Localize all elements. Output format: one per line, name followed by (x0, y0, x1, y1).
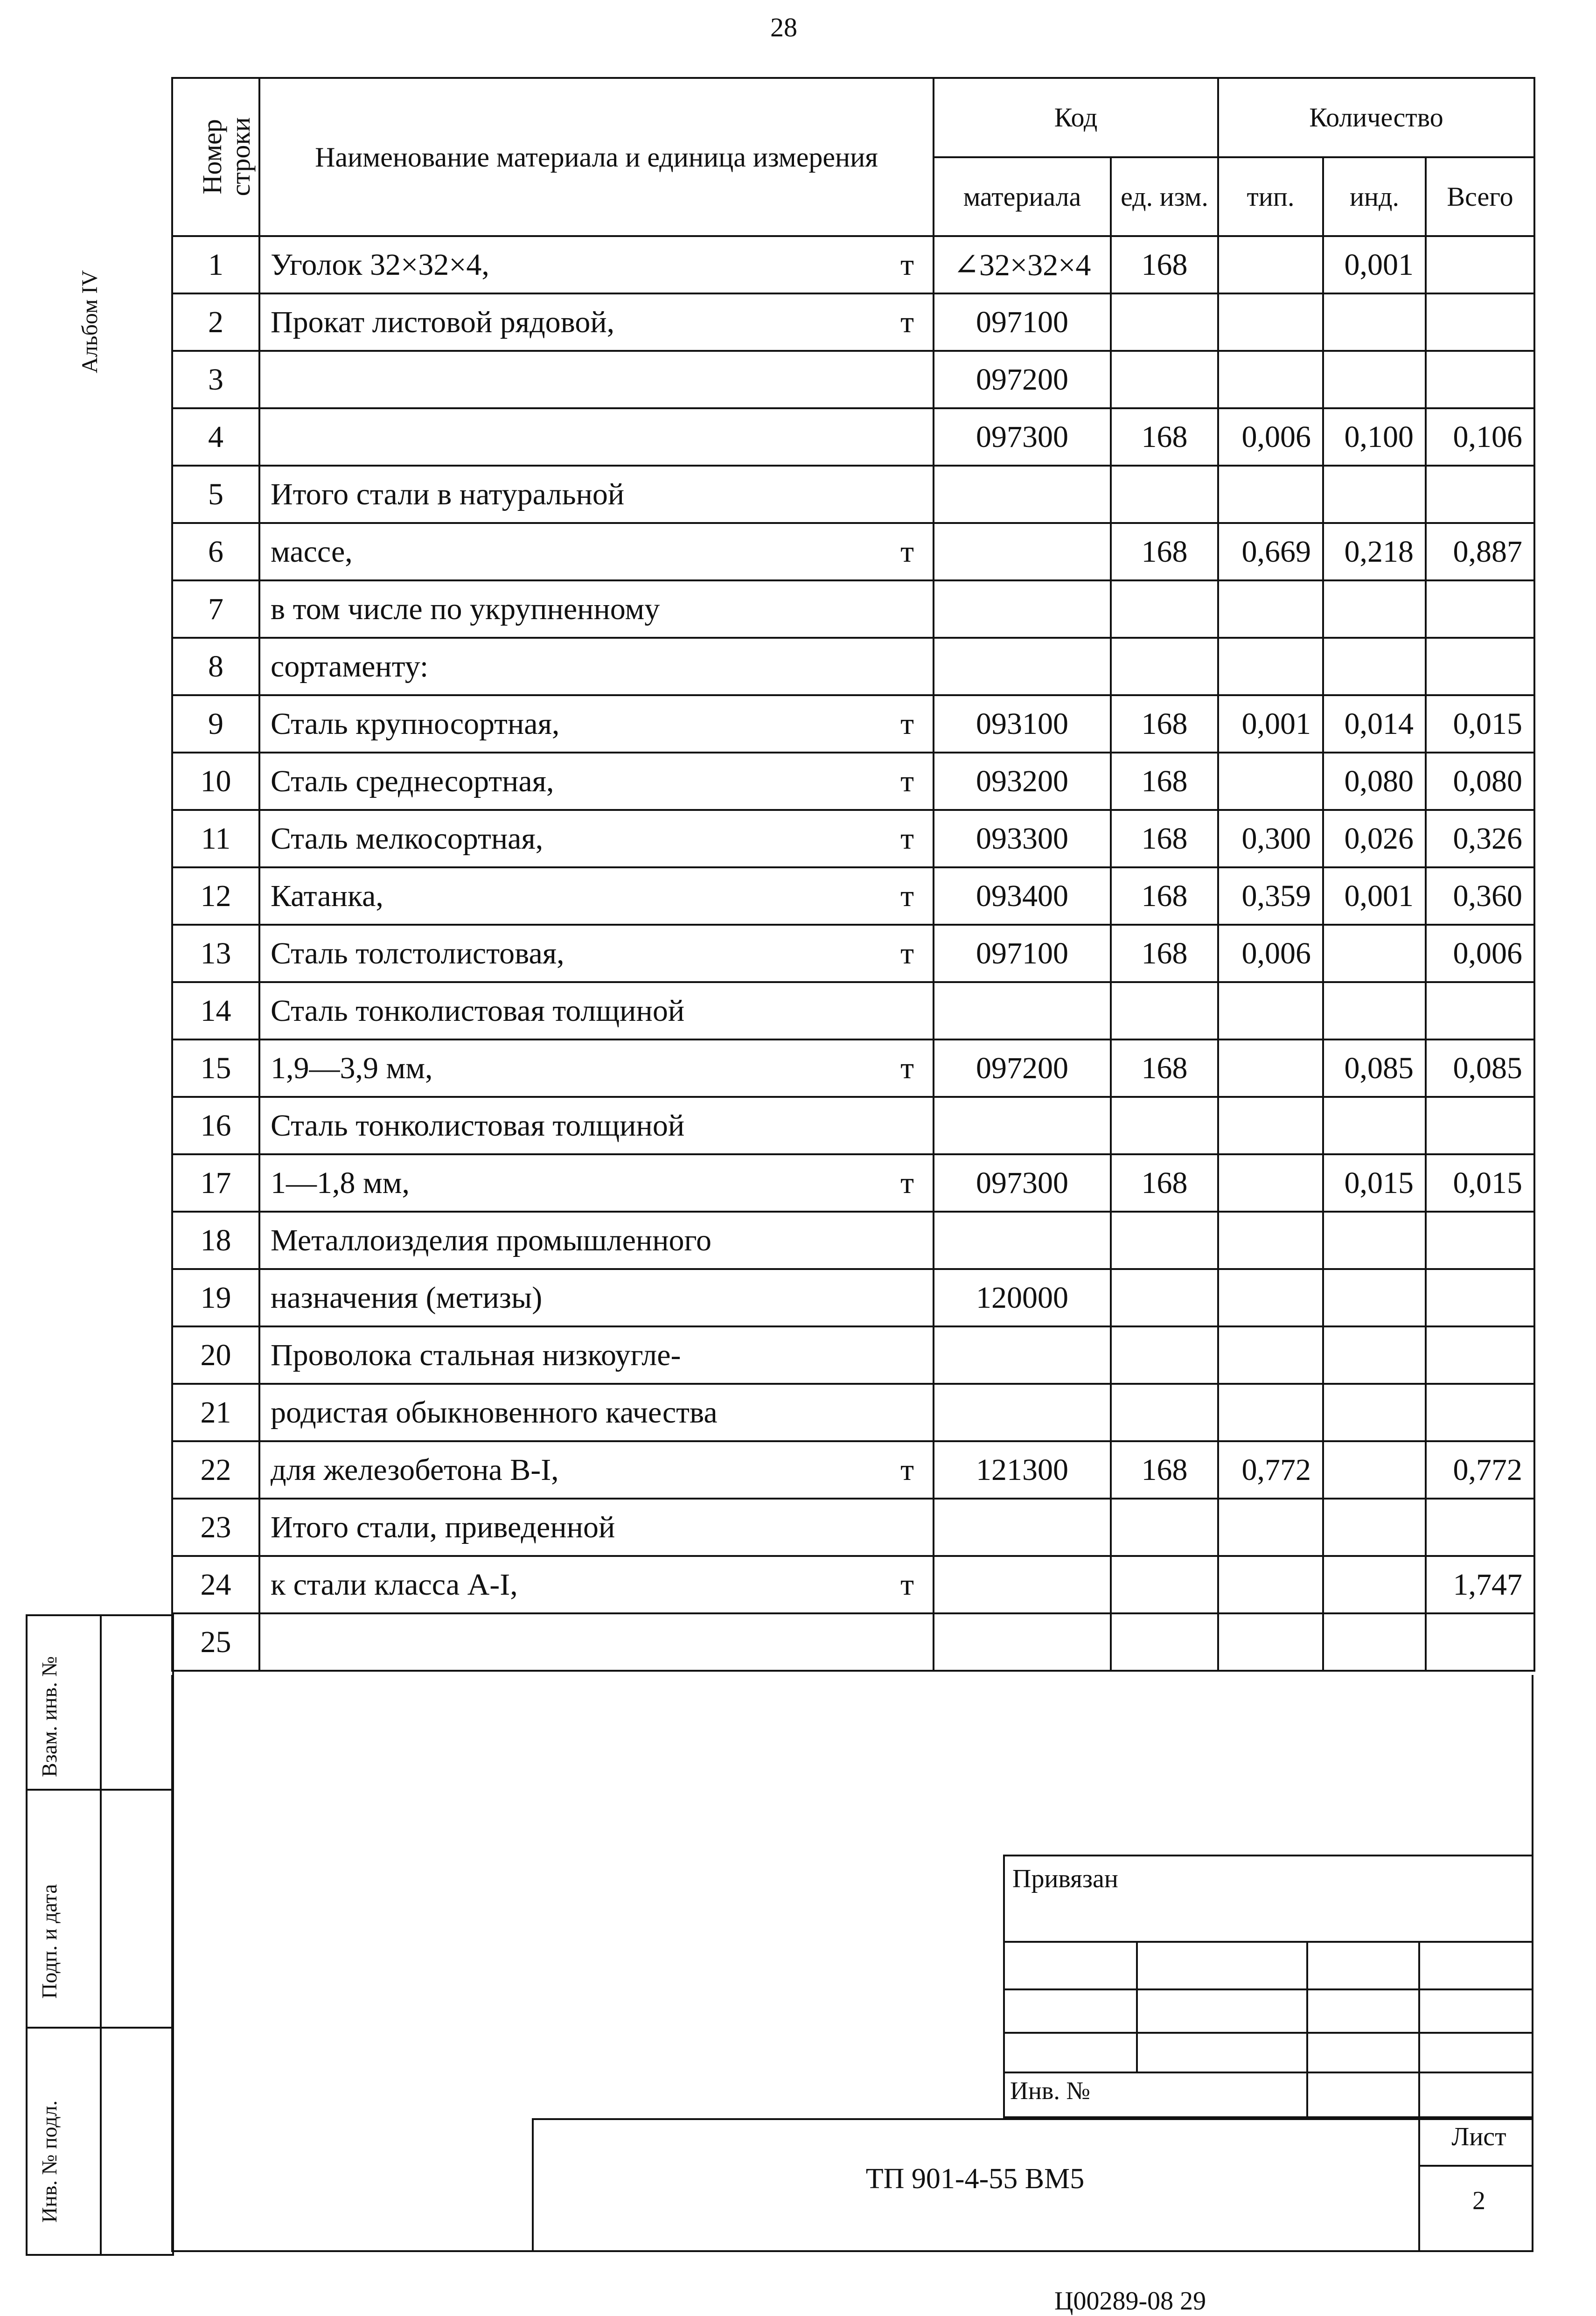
table-row (172, 753, 1534, 810)
table-row (172, 1269, 1534, 1326)
row-q-ind: 0,080 (1323, 753, 1426, 810)
row-code-unit: 168 (1111, 925, 1218, 982)
row-code-material: 097100 (934, 925, 1111, 982)
row-code-unit: 168 (1111, 1039, 1218, 1097)
page-number: 28 (770, 12, 797, 42)
row-q-ind (1323, 1499, 1426, 1556)
row-q-total (1426, 1613, 1534, 1671)
table-row (172, 523, 1534, 580)
header-q-ind: инд. (1323, 157, 1426, 237)
row-q-ind (1323, 638, 1426, 695)
table-row (172, 1039, 1534, 1097)
table-row (172, 1154, 1534, 1212)
row-number: 14 (172, 982, 259, 1039)
row-code-material: 097100 (934, 293, 1111, 351)
row-number: 5 (172, 466, 259, 523)
header-code: Код (934, 78, 1218, 157)
row-q-total: 0,326 (1426, 810, 1534, 867)
row-code-unit: 168 (1111, 408, 1218, 466)
row-q-ind (1323, 1613, 1426, 1671)
row-unit: т (900, 305, 914, 339)
row-q-ind (1323, 1384, 1426, 1441)
row-name-text: к стали класса А-I, (271, 1567, 518, 1602)
header-code-unit: ед. изм. (1111, 157, 1218, 237)
row-name (259, 810, 934, 867)
row-name-text: назначения (метизы) (271, 1280, 543, 1315)
row-name-text: Сталь среднесортная, (271, 764, 554, 798)
row-q-total (1426, 351, 1534, 408)
row-code-material: 121300 (934, 1441, 1111, 1499)
row-name (259, 293, 934, 351)
row-q-ind (1323, 925, 1426, 982)
row-code-material (934, 1556, 1111, 1613)
row-q-total (1426, 293, 1534, 351)
row-number: 17 (172, 1154, 259, 1212)
row-code-material (934, 1326, 1111, 1384)
row-unit: т (900, 534, 914, 569)
row-code-material: 097200 (934, 1039, 1111, 1097)
row-unit: т (900, 247, 914, 282)
row-q-ind: 0,014 (1323, 695, 1426, 753)
row-code-unit (1111, 1613, 1218, 1671)
table-row (172, 638, 1534, 695)
row-q-typ: 0,006 (1218, 408, 1323, 466)
table-row (172, 867, 1534, 925)
row-code-unit (1111, 580, 1218, 638)
row-name (259, 1384, 934, 1441)
row-q-total: 0,015 (1426, 1154, 1534, 1212)
row-q-typ: 0,001 (1218, 695, 1323, 753)
row-name (259, 867, 934, 925)
row-code-unit: 168 (1111, 753, 1218, 810)
row-name-text: Металлоизделия промышленного (271, 1223, 711, 1257)
row-number: 18 (172, 1212, 259, 1269)
row-code-unit: 168 (1111, 1154, 1218, 1212)
row-q-total: 0,106 (1426, 408, 1534, 466)
row-number: 15 (172, 1039, 259, 1097)
row-name (259, 523, 934, 580)
privyazan-label: Привязан (1012, 1864, 1118, 1893)
row-q-ind (1323, 466, 1426, 523)
row-q-total (1426, 580, 1534, 638)
stamp-column (26, 1614, 174, 2256)
row-name-text: Сталь тонколистовая толщиной (271, 993, 685, 1028)
row-code-unit (1111, 1499, 1218, 1556)
row-number: 10 (172, 753, 259, 810)
row-name-text: сортаменту: (271, 649, 429, 684)
row-number: 21 (172, 1384, 259, 1441)
row-q-total (1426, 1326, 1534, 1384)
row-q-typ (1218, 1613, 1323, 1671)
header-q-typ: тип. (1218, 157, 1323, 237)
table-row (172, 293, 1534, 351)
row-q-typ (1218, 1326, 1323, 1384)
row-q-ind: 0,218 (1323, 523, 1426, 580)
row-q-ind: 0,015 (1323, 1154, 1426, 1212)
row-code-unit: 168 (1111, 236, 1218, 293)
header-row-no: Номер строки (172, 78, 259, 236)
row-q-ind: 0,085 (1323, 1039, 1426, 1097)
row-code-material (934, 1499, 1111, 1556)
row-code-material: 093400 (934, 867, 1111, 925)
row-q-ind (1323, 982, 1426, 1039)
row-number: 9 (172, 695, 259, 753)
row-q-typ: 0,669 (1218, 523, 1323, 580)
document-code: ТП 901-4-55 ВМ5 (865, 2163, 1085, 2195)
row-name (259, 236, 934, 293)
row-q-typ: 0,772 (1218, 1441, 1323, 1499)
table-row (172, 466, 1534, 523)
row-q-typ (1218, 580, 1323, 638)
table-row (172, 408, 1534, 466)
row-code-material: ∠32×32×4 (934, 236, 1111, 293)
row-number: 20 (172, 1326, 259, 1384)
row-q-total: 0,006 (1426, 925, 1534, 982)
row-code-unit (1111, 1556, 1218, 1613)
row-name-text: Сталь крупносортная, (271, 706, 560, 741)
row-q-typ: 0,300 (1218, 810, 1323, 867)
row-q-ind (1323, 1441, 1426, 1499)
row-number: 4 (172, 408, 259, 466)
table-row (172, 351, 1534, 408)
row-name-text: Уголок 32×32×4, (271, 247, 489, 282)
row-code-unit: 168 (1111, 1441, 1218, 1499)
row-unit: т (900, 1452, 914, 1487)
row-name-text: массе, (271, 534, 353, 569)
row-name (259, 1556, 934, 1613)
row-q-total (1426, 1269, 1534, 1326)
inv-no-label: Инв. № (1010, 2077, 1090, 2105)
row-q-ind (1323, 1097, 1426, 1154)
materials-table (171, 77, 1535, 1672)
row-q-total (1426, 466, 1534, 523)
row-q-total: 0,360 (1426, 867, 1534, 925)
row-name (259, 1097, 934, 1154)
row-code-material: 097200 (934, 351, 1111, 408)
row-code-material: 093200 (934, 753, 1111, 810)
row-code-material: 097300 (934, 1154, 1111, 1212)
row-unit: т (900, 936, 914, 970)
row-q-ind: 0,001 (1323, 236, 1426, 293)
row-number: 12 (172, 867, 259, 925)
row-unit: т (900, 821, 914, 856)
row-q-ind: 0,100 (1323, 408, 1426, 466)
stamp-podp: Подп. и дата (37, 1884, 61, 1999)
row-unit: т (900, 879, 914, 913)
row-name-text: Катанка, (271, 879, 383, 913)
row-code-unit (1111, 466, 1218, 523)
table-row (172, 1384, 1534, 1441)
row-name (259, 753, 934, 810)
row-q-typ: 0,006 (1218, 925, 1323, 982)
row-name (259, 580, 934, 638)
row-number: 23 (172, 1499, 259, 1556)
row-name-text: Сталь мелкосортная, (271, 821, 544, 856)
row-name (259, 1269, 934, 1326)
table-row (172, 1613, 1534, 1671)
row-name-text: Итого стали в натуральной (271, 477, 625, 511)
row-q-typ (1218, 351, 1323, 408)
row-q-ind: 0,026 (1323, 810, 1426, 867)
row-number: 22 (172, 1441, 259, 1499)
row-q-ind (1323, 351, 1426, 408)
row-name (259, 351, 934, 408)
row-code-unit (1111, 293, 1218, 351)
table-row (172, 925, 1534, 982)
row-number: 1 (172, 236, 259, 293)
row-number: 2 (172, 293, 259, 351)
row-q-typ (1218, 1039, 1323, 1097)
sheet-number: 2 (1472, 2186, 1485, 2215)
row-q-typ (1218, 1269, 1323, 1326)
row-q-typ (1218, 1556, 1323, 1613)
table-row (172, 695, 1534, 753)
table-row (172, 236, 1534, 293)
row-number: 13 (172, 925, 259, 982)
row-q-ind (1323, 1556, 1426, 1613)
table-row (172, 982, 1534, 1039)
row-unit: т (900, 764, 914, 798)
row-name (259, 925, 934, 982)
row-q-total (1426, 638, 1534, 695)
row-name (259, 408, 934, 466)
row-q-total: 0,772 (1426, 1441, 1534, 1499)
album-label: Альбом IV (77, 270, 102, 373)
row-q-total (1426, 1384, 1534, 1441)
row-unit: т (900, 1051, 914, 1085)
row-number: 8 (172, 638, 259, 695)
row-unit: т (900, 706, 914, 741)
row-name (259, 638, 934, 695)
table-row (172, 1441, 1534, 1499)
row-code-material (934, 1384, 1111, 1441)
row-q-total: 0,887 (1426, 523, 1534, 580)
row-code-material (934, 1613, 1111, 1671)
row-q-total: 0,015 (1426, 695, 1534, 753)
row-number: 25 (172, 1613, 259, 1671)
row-name (259, 1212, 934, 1269)
row-q-total: 0,085 (1426, 1039, 1534, 1097)
row-code-material (934, 580, 1111, 638)
row-name (259, 466, 934, 523)
row-name-text: в том числе по укрупненному (271, 592, 660, 626)
row-code-unit (1111, 1212, 1218, 1269)
table-row (172, 1326, 1534, 1384)
row-name-text: Сталь тонколистовая толщиной (271, 1108, 685, 1143)
row-code-unit (1111, 1326, 1218, 1384)
row-code-unit (1111, 1384, 1218, 1441)
row-name (259, 1613, 934, 1671)
row-code-material: 093300 (934, 810, 1111, 867)
table-row (172, 580, 1534, 638)
row-code-unit: 168 (1111, 695, 1218, 753)
row-code-material: 120000 (934, 1269, 1111, 1326)
row-q-total: 0,080 (1426, 753, 1534, 810)
row-code-unit (1111, 982, 1218, 1039)
row-q-total (1426, 236, 1534, 293)
row-code-unit (1111, 1097, 1218, 1154)
row-number: 16 (172, 1097, 259, 1154)
row-number: 7 (172, 580, 259, 638)
row-number: 3 (172, 351, 259, 408)
row-q-typ (1218, 1154, 1323, 1212)
row-name-text: для железобетона В-I, (271, 1452, 559, 1487)
row-code-material (934, 466, 1111, 523)
row-q-typ (1218, 293, 1323, 351)
table-row (172, 810, 1534, 867)
row-q-ind: 0,001 (1323, 867, 1426, 925)
row-code-unit (1111, 1269, 1218, 1326)
row-code-material (934, 982, 1111, 1039)
row-name (259, 982, 934, 1039)
row-code-unit: 168 (1111, 810, 1218, 867)
row-q-typ (1218, 1499, 1323, 1556)
row-q-typ (1218, 1097, 1323, 1154)
row-code-unit (1111, 351, 1218, 408)
table-row (172, 1556, 1534, 1613)
row-q-ind (1323, 1326, 1426, 1384)
header-quantity: Количество (1218, 78, 1534, 157)
row-q-total (1426, 982, 1534, 1039)
row-name (259, 1326, 934, 1384)
row-q-ind (1323, 1212, 1426, 1269)
row-q-typ (1218, 1384, 1323, 1441)
row-name-text: Итого стали, приведенной (271, 1510, 615, 1544)
row-name (259, 1441, 934, 1499)
row-code-material (934, 1097, 1111, 1154)
header-name: Наименование материала и единица измерения (259, 78, 934, 236)
table-row (172, 1097, 1534, 1154)
row-name (259, 1154, 934, 1212)
row-q-typ (1218, 466, 1323, 523)
row-q-total (1426, 1097, 1534, 1154)
sheet-label: Лист (1451, 2122, 1506, 2151)
row-name (259, 1499, 934, 1556)
row-code-unit (1111, 638, 1218, 695)
row-name-text: родистая обыкновенного качества (271, 1395, 718, 1430)
stamp-inv-podl: Инв. № подл. (37, 2100, 61, 2223)
row-number: 24 (172, 1556, 259, 1613)
row-name (259, 1039, 934, 1097)
row-q-total: 1,747 (1426, 1556, 1534, 1613)
row-q-ind (1323, 1269, 1426, 1326)
row-q-total (1426, 1212, 1534, 1269)
row-q-ind (1323, 293, 1426, 351)
row-number: 19 (172, 1269, 259, 1326)
row-name (259, 695, 934, 753)
row-q-typ (1218, 638, 1323, 695)
row-unit: т (900, 1165, 914, 1200)
row-number: 6 (172, 523, 259, 580)
row-name-text: Прокат листовой рядовой, (271, 305, 615, 339)
row-number: 11 (172, 810, 259, 867)
stamp-vzam: Взам. инв. № (37, 1656, 61, 1777)
row-code-unit: 168 (1111, 523, 1218, 580)
table-row (172, 1499, 1534, 1556)
row-q-typ (1218, 236, 1323, 293)
row-name-text: Сталь толстолистовая, (271, 936, 565, 970)
row-q-ind (1323, 580, 1426, 638)
row-name-text: Проволока стальная низкоугле- (271, 1338, 681, 1372)
row-code-material: 093100 (934, 695, 1111, 753)
row-code-material (934, 523, 1111, 580)
header-code-material: материала (934, 157, 1111, 237)
row-unit: т (900, 1567, 914, 1602)
row-code-unit: 168 (1111, 867, 1218, 925)
row-q-typ (1218, 1212, 1323, 1269)
header-q-total: Всего (1426, 157, 1534, 237)
footer-code: Ц00289-08 29 (1054, 2287, 1206, 2316)
row-name-text: 1—1,8 мм, (271, 1165, 410, 1200)
row-code-material (934, 1212, 1111, 1269)
row-q-typ (1218, 982, 1323, 1039)
row-q-typ (1218, 753, 1323, 810)
row-q-total (1426, 1499, 1534, 1556)
table-row (172, 1212, 1534, 1269)
row-code-material (934, 638, 1111, 695)
row-name-text: 1,9—3,9 мм, (271, 1051, 433, 1085)
row-code-material: 097300 (934, 408, 1111, 466)
row-q-typ: 0,359 (1218, 867, 1323, 925)
